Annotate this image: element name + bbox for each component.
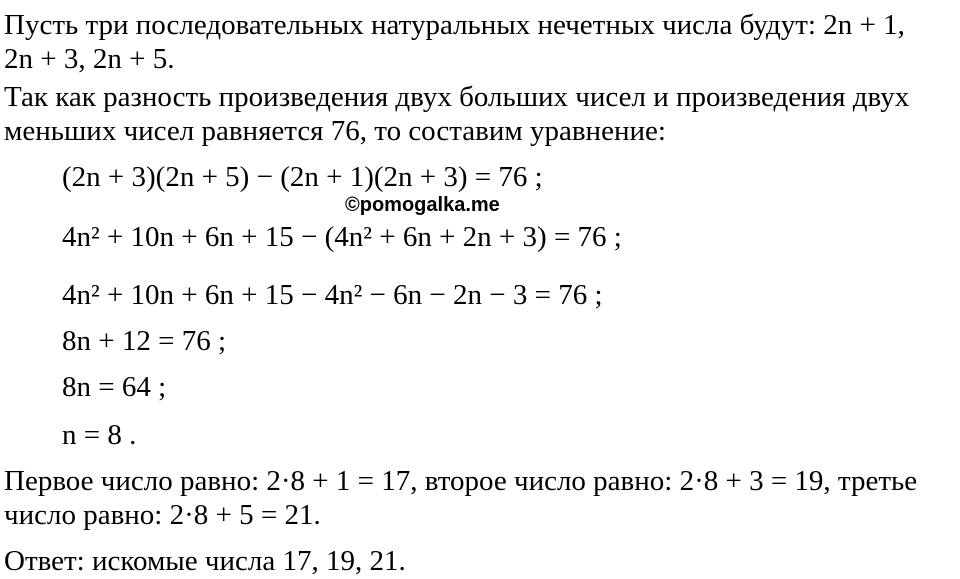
equation-3: 4n² + 10n + 6n + 15 − 4n² − 6n − 2n − 3 = 76 ; [62, 279, 603, 311]
watermark: ©pomogalka.me [345, 194, 500, 216]
intro-line-2: 2n + 3, 2n + 5. [4, 43, 175, 75]
equation-4: 8n + 12 = 76 ; [62, 325, 227, 357]
equation-1: (2n + 3)(2n + 5) − (2n + 1)(2n + 3) = 76 ; [62, 161, 543, 193]
intro-paragraph [4, 8, 905, 76]
equation-2: 4n² + 10n + 6n + 15 − (4n² + 6n + 2n + 3) = 76 ; [62, 221, 622, 253]
result-paragraph [4, 464, 917, 532]
equation-5: 8n = 64 ; [62, 371, 167, 403]
result-line-1: Первое число равно: 2·8 + 1 = 17, второе число равно: 2·8 + 3 = 19, третье [4, 465, 918, 497]
equation-6: n = 8 . [62, 419, 137, 451]
intro-line-1: Пусть три последовательных натуральных нечетных числа будут: 2n + 1, [4, 9, 905, 41]
condition-paragraph [4, 80, 909, 148]
result-line-2: число равно: 2·8 + 5 = 21. [4, 499, 321, 531]
condition-line-2: меньших чисел равняется 76, то составим уравнение: [4, 115, 666, 147]
answer-line: Ответ: искомые числа 17, 19, 21. [4, 545, 406, 577]
condition-line-1: Так как разность произведения двух больших чисел и произведения двух [4, 81, 910, 113]
